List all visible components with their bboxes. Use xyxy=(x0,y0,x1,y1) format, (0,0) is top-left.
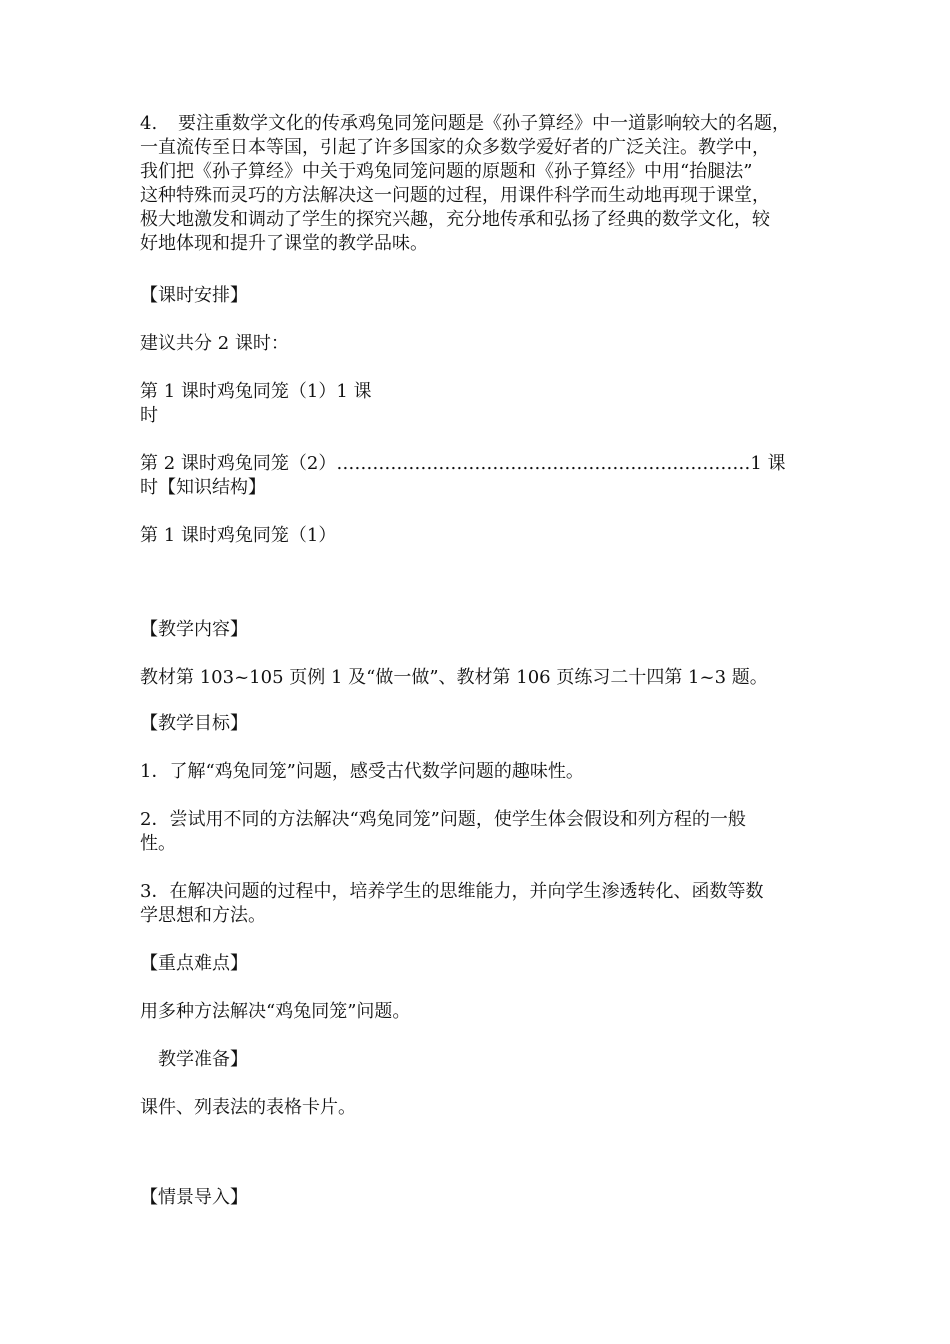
scene-heading: 【情景导入】 xyxy=(140,1187,248,1208)
lesson2-dots: …………………………………………………………… xyxy=(336,453,751,474)
intro-line-3: 我们把《孙子算经》中关于鸡兔同笼问题的原题和《孙子算经》中用“抬腿法” xyxy=(140,161,753,182)
prep-heading: 教学准备】 xyxy=(158,1049,248,1070)
intro-line-2: 一直流传至日本等国，引起了许多国家的众多数学爱好者的广泛关注。教学中， xyxy=(140,137,770,158)
keypoints-heading: 【重点难点】 xyxy=(140,953,248,974)
schedule-heading: 【课时安排】 xyxy=(140,285,248,306)
goal-2-line-2: 性。 xyxy=(140,833,176,854)
lesson1-line-1: 第 1 课时鸡兔同笼（1）1 课 xyxy=(140,381,372,402)
goal-3-line-2: 学思想和方法。 xyxy=(140,905,266,926)
lesson1-line-2: 时 xyxy=(140,405,158,426)
intro-paragraph-line-1 xyxy=(140,112,790,136)
goal-1: 1．了解“鸡兔同笼”问题，感受古代数学问题的趣味性。 xyxy=(140,761,584,782)
lesson2-title: 第 2 课时鸡兔同笼（2） xyxy=(140,453,337,474)
intro-line-6: 好地体现和提升了课堂的教学品味。 xyxy=(140,233,428,254)
intro-line-1: 要注重数学文化的传承鸡兔同笼问题是《孙子算经》中一道影响较大的名题， xyxy=(178,113,790,134)
lesson2-line-1 xyxy=(140,452,786,476)
lesson2-tail: 1 课 xyxy=(750,453,786,474)
lesson1-title: 第 1 课时鸡兔同笼（1） xyxy=(140,525,337,546)
keypoints-text: 用多种方法解决“鸡兔同笼”问题。 xyxy=(140,1001,411,1022)
intro-number: 4. xyxy=(140,113,158,134)
schedule-suggestion: 建议共分 2 课时： xyxy=(140,333,289,354)
goal-3-line-1: 3．在解决问题的过程中，培养学生的思维能力，并向学生渗透转化、函数等数 xyxy=(140,881,764,902)
lesson2-line-2: 时【知识结构】 xyxy=(140,477,266,498)
intro-line-5: 极大地激发和调动了学生的探究兴趣，充分地传承和弘扬了经典的数学文化，较 xyxy=(140,209,770,230)
goals-heading: 【教学目标】 xyxy=(140,713,248,734)
intro-line-4: 这种特殊而灵巧的方法解决这一问题的过程，用课件科学而生动地再现于课堂， xyxy=(140,185,770,206)
goal-2-line-1: 2．尝试用不同的方法解决“鸡兔同笼”问题，使学生体会假设和列方程的一般 xyxy=(140,809,746,830)
content-text: 教材第 103~105 页例 1 及“做一做”、教材第 106 页练习二十四第 1~3 题。 xyxy=(140,667,768,688)
prep-text: 课件、列表法的表格卡片。 xyxy=(140,1097,356,1118)
content-heading: 【教学内容】 xyxy=(140,619,248,640)
